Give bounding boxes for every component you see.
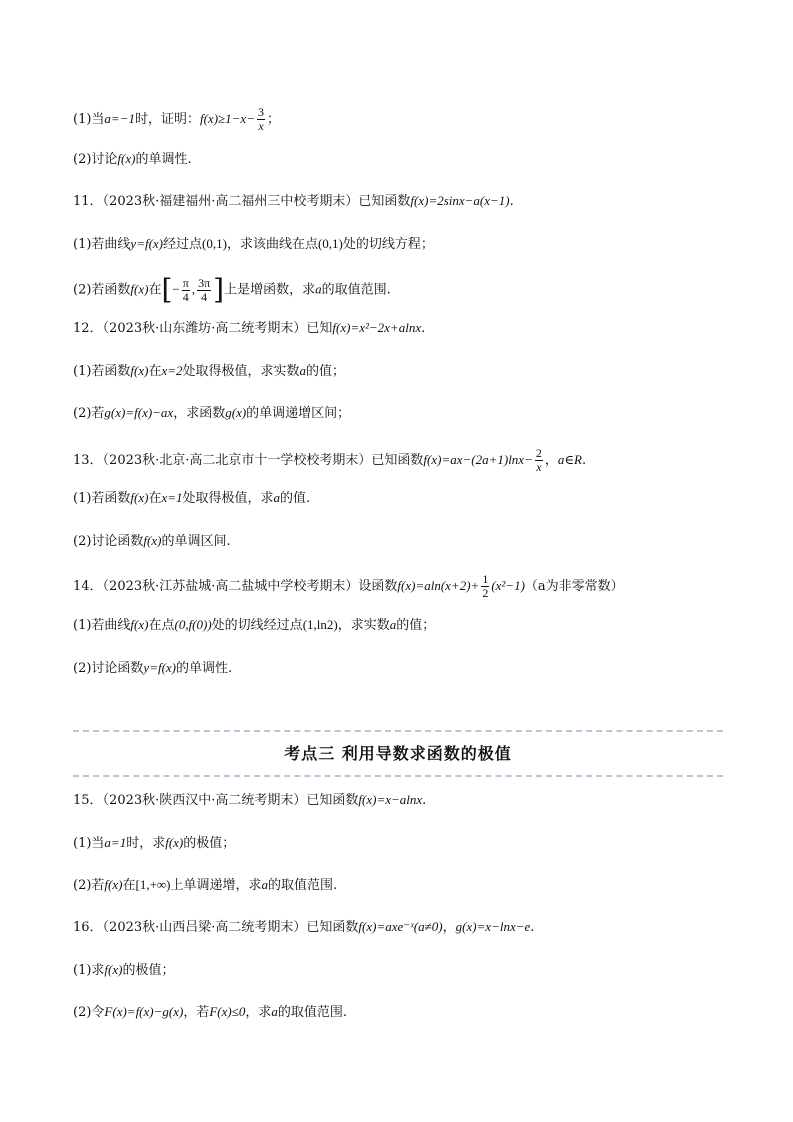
- math: a∈R: [557, 452, 582, 467]
- q11-head: [73, 191, 733, 212]
- text: 的单调递增区间；: [246, 406, 351, 421]
- text: 处取得极值，求实数: [182, 364, 300, 379]
- math: g(x)=x−lnx−e: [455, 919, 531, 934]
- math: a=−1: [104, 111, 135, 126]
- fraction: [481, 573, 489, 600]
- text: ，求: [245, 1005, 272, 1020]
- text: （a为非零常数）: [524, 579, 624, 594]
- q11-part2: (2)若函数f(x)在[− $\frac{\pi}{4}$ , $\frac{3\pi}{4}$ ]上是增函数，求a的取值范围.: [73, 273, 391, 306]
- q13-part1: [73, 488, 733, 509]
- question-source: 13．（2023秋·北京·高二北京市十一学校校考期末）已知函数: [73, 453, 424, 468]
- math: a=1: [104, 835, 127, 850]
- q14-part1: [73, 615, 733, 636]
- math: f(x): [117, 151, 136, 166]
- math: a: [261, 877, 269, 892]
- q12-part2: [73, 403, 733, 424]
- fraction-numerator: 1: [482, 572, 489, 586]
- q15-part1: [73, 833, 733, 854]
- math: f(x): [130, 281, 149, 297]
- text: (2)讨论函数: [73, 661, 144, 676]
- math: g(x)=f(x)−ax: [104, 405, 174, 420]
- q13-part2: [73, 531, 733, 552]
- math: x=2: [161, 363, 183, 378]
- fraction-denominator: 2: [482, 586, 489, 600]
- fraction-denominator: x: [536, 460, 542, 474]
- text: (2)讨论: [73, 152, 118, 167]
- text: (1)若曲线: [73, 618, 131, 633]
- right-bracket: ]: [213, 273, 225, 306]
- text: (1)若曲线: [73, 237, 131, 252]
- text: .: [509, 194, 514, 209]
- fraction-numerator: π: [182, 275, 189, 290]
- math: f(x)=x²−2x+alnx: [332, 320, 422, 335]
- text: ，求该曲线在点: [226, 237, 318, 252]
- text: 的单调区间.: [161, 534, 231, 549]
- question-source: 16．（2023秋·山西吕梁·高二统考期末）已知函数: [73, 920, 359, 935]
- math: a: [299, 363, 307, 378]
- q16-part1: [73, 960, 733, 981]
- math: f(x): [104, 962, 123, 977]
- question-source: 15．（2023秋·陕西汉中·高二统考期末）已知函数: [73, 793, 359, 808]
- text: .: [581, 453, 587, 468]
- text: ，求实数: [337, 618, 390, 633]
- text: (2)若: [73, 878, 105, 893]
- math: F(x)≤0: [209, 1004, 246, 1019]
- text: (1)当: [73, 112, 105, 127]
- math: (x²−1): [491, 578, 525, 593]
- math: f(x): [130, 363, 149, 378]
- question-source: 12．（2023秋·山东潍坊·高二统考期末）已知: [73, 321, 333, 336]
- text: 处的切线经过点: [211, 618, 303, 633]
- text: 经过点: [163, 237, 203, 252]
- math: x=1: [161, 490, 183, 505]
- math: f(x)=x−alnx: [358, 792, 423, 807]
- fraction-denominator: 4: [201, 289, 208, 304]
- section-title: 考点三 利用导数求函数的极值: [284, 744, 512, 763]
- text: .: [530, 920, 535, 935]
- text: 的值.: [280, 491, 311, 506]
- text: 的取值范围.: [268, 878, 338, 893]
- text: 处取得极值，求: [182, 491, 274, 506]
- math: f(x): [130, 617, 149, 632]
- math: a: [271, 1004, 278, 1019]
- fraction: [182, 277, 190, 304]
- q12-part1: [73, 361, 733, 382]
- fraction-numerator: 2: [535, 446, 542, 460]
- math: f(x): [130, 490, 149, 505]
- q11-part1: [73, 234, 733, 255]
- text: (1)若函数: [73, 491, 131, 506]
- math: (0,1): [202, 236, 227, 251]
- text: ，求函数: [173, 406, 226, 421]
- question-source: 14．（2023秋·江苏盐城·高二盐城中学校考期末）设函数: [73, 579, 398, 594]
- math: g(x): [225, 405, 247, 420]
- math: y=f(x): [130, 236, 164, 251]
- math: y=f(x): [143, 660, 177, 675]
- q16-head: [73, 917, 733, 938]
- math: F(x)=f(x)−g(x): [104, 1004, 184, 1019]
- math: [1,+∞): [135, 877, 171, 892]
- fraction-denominator: x: [258, 119, 264, 133]
- math: (0,1): [317, 236, 343, 251]
- text: 上单调递增，求: [170, 878, 262, 893]
- fraction-denominator: 4: [182, 289, 189, 304]
- q14-head: [73, 573, 733, 600]
- text: 的值；: [396, 618, 436, 633]
- text: 的值；: [306, 364, 346, 379]
- math: f(x)≥1−x−: [199, 111, 255, 126]
- math: f(x)=aln(x+2)+: [397, 578, 480, 593]
- math: f(x): [143, 533, 162, 548]
- text: 的单调性.: [176, 661, 233, 676]
- text: ，: [544, 453, 558, 468]
- math: f(x): [165, 835, 184, 850]
- text: ；: [266, 112, 280, 127]
- text: 的单调性.: [135, 152, 192, 167]
- text: .: [422, 793, 427, 808]
- math: f(x)=2sinx−a(x−1): [410, 193, 510, 208]
- q15-head: [73, 790, 733, 811]
- text: 时，求: [126, 836, 166, 851]
- text: 在点: [148, 618, 175, 633]
- text: ，: [442, 920, 456, 935]
- math: a: [315, 281, 322, 297]
- math: a: [273, 490, 281, 505]
- question-source: 11．（2023秋·福建福州·高二福州三中校考期末）已知函数: [73, 194, 411, 209]
- q12-head: [73, 318, 733, 339]
- text: (1)求: [73, 963, 105, 978]
- text: 在: [148, 364, 162, 379]
- q15-part2: [73, 875, 733, 896]
- text: (2)若: [73, 406, 105, 421]
- fraction-numerator: 3: [257, 105, 264, 119]
- section-divider-top: [73, 730, 723, 732]
- text: 上是增函数，求: [224, 282, 316, 298]
- math: a: [389, 617, 397, 632]
- text: (2)若函数: [73, 282, 131, 298]
- fraction: [257, 106, 265, 133]
- text: ，若: [183, 1005, 210, 1020]
- q10-part1: [73, 106, 733, 133]
- q13-head: [73, 447, 733, 474]
- text: 的极值；: [183, 836, 236, 851]
- section-divider-bottom: [73, 775, 723, 777]
- text: .: [421, 321, 426, 336]
- text: (1)当: [73, 836, 105, 851]
- math: f(x)=ax−(2a+1)lnx−: [423, 452, 533, 467]
- text: 时，证明：: [134, 112, 200, 127]
- text: 的极值；: [122, 963, 175, 978]
- math: (0,f(0)): [174, 617, 212, 632]
- text: (1)若函数: [73, 364, 131, 379]
- math: f(x)=axe⁻ˣ(a≠0): [358, 919, 443, 934]
- text: 的取值范围.: [277, 1005, 347, 1020]
- q16-part2: [73, 1002, 733, 1023]
- math: f(x): [104, 877, 123, 892]
- text: (2)令: [73, 1005, 105, 1020]
- math: (1,ln2): [302, 617, 338, 632]
- text: 在: [148, 491, 162, 506]
- q10-part2: [73, 149, 733, 170]
- q14-part2: [73, 658, 733, 679]
- fraction: [197, 277, 211, 304]
- text: 处的切线方程；: [342, 237, 434, 252]
- text: 在: [122, 878, 136, 893]
- fraction: [535, 447, 543, 474]
- left-bracket: [: [161, 273, 173, 306]
- text: 在: [148, 282, 162, 298]
- fraction-numerator: 3π: [198, 275, 211, 290]
- text: 的取值范围.: [321, 282, 391, 298]
- text: (2)讨论函数: [73, 534, 144, 549]
